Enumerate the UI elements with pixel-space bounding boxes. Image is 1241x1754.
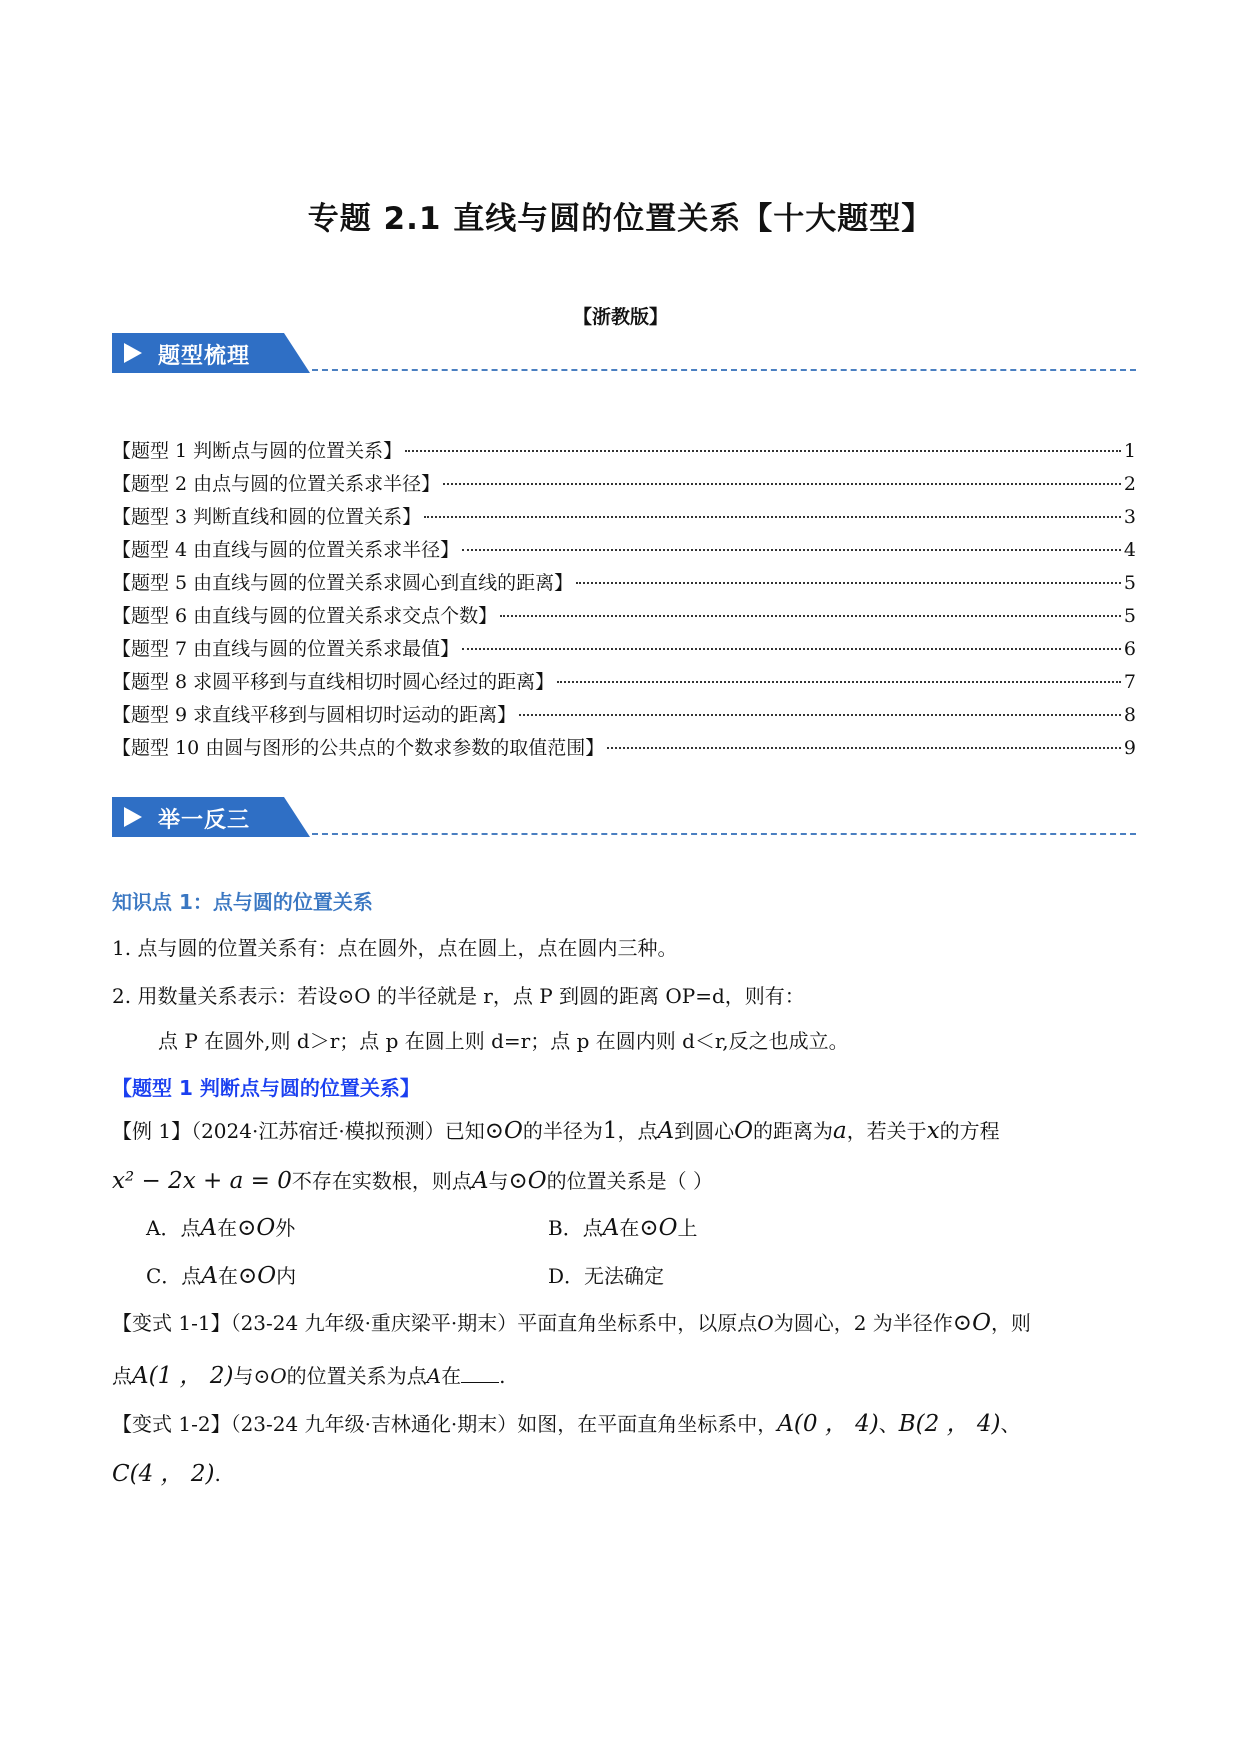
option-a bbox=[146, 1212, 295, 1241]
edition-label: 【浙教版】 bbox=[572, 306, 668, 328]
banner-label: 题型梳理 bbox=[158, 344, 251, 369]
toc-row[interactable] bbox=[112, 634, 1136, 667]
toc-page-number: 4 bbox=[1123, 539, 1136, 561]
toc-page-number: 6 bbox=[1123, 638, 1136, 660]
math-A: A bbox=[200, 1215, 218, 1241]
text: 的位置关系为点 bbox=[286, 1364, 427, 1388]
toc-label[interactable]: 【题型 3 判断直线和圆的位置关系】 bbox=[112, 506, 422, 528]
example-1-line-1 bbox=[112, 1115, 1000, 1144]
text: 的方程 bbox=[939, 1119, 1000, 1143]
math-point-a: A(1 ， 2) bbox=[132, 1363, 234, 1389]
toc-leader-dots bbox=[462, 648, 1121, 650]
toc-row[interactable] bbox=[112, 535, 1136, 568]
knowledge-line-3: 点 P 在圆外,则 d＞r；点 p 在圆上则 d=r；点 p 在圆内则 d＜r,反之也成立。 bbox=[158, 1029, 849, 1053]
toc-label[interactable]: 【题型 2 由点与圆的位置关系求半径】 bbox=[112, 473, 441, 495]
math-circle-o: ⊙O bbox=[508, 1168, 547, 1194]
toc-leader-dots bbox=[576, 582, 1121, 584]
math-O: O bbox=[757, 1311, 774, 1335]
type-1-heading: 【题型 1 判断点与圆的位置关系】 bbox=[112, 1076, 420, 1100]
toc-page-number: 5 bbox=[1123, 605, 1136, 627]
text: 在 bbox=[441, 1364, 462, 1388]
math-point-c: C(4 ， 2) bbox=[112, 1461, 215, 1487]
text: 【变式 1-2】（23-24 九年级·吉林通化·期末）如图，在平面直角坐标系中， bbox=[112, 1412, 778, 1436]
variant-1-1-line-1 bbox=[112, 1307, 1031, 1336]
table-of-contents bbox=[112, 436, 1136, 766]
text: 的半径为 bbox=[522, 1119, 603, 1143]
variant-1-1-line-2 bbox=[112, 1357, 505, 1390]
section-banner-types bbox=[112, 333, 310, 373]
toc-label[interactable]: 【题型 1 判断点与圆的位置关系】 bbox=[112, 440, 403, 462]
text: 【例 1】（2024·江苏宿迁·模拟预测）已知 bbox=[112, 1119, 485, 1143]
toc-label[interactable]: 【题型 5 由直线与圆的位置关系求圆心到直线的距离】 bbox=[112, 572, 574, 594]
toc-page-number: 5 bbox=[1123, 572, 1136, 594]
divider bbox=[312, 369, 1136, 371]
toc-page-number: 7 bbox=[1123, 671, 1136, 693]
text: ，则 bbox=[990, 1311, 1031, 1335]
toc-row[interactable] bbox=[112, 568, 1136, 601]
divider bbox=[312, 833, 1136, 835]
page-title: 专题 2.1 直线与圆的位置关系【十大题型】 bbox=[307, 201, 934, 237]
text: 内 bbox=[276, 1264, 297, 1288]
toc-label[interactable]: 【题型 9 求直线平移到与圆相切时运动的距离】 bbox=[112, 704, 517, 726]
text: 在 bbox=[217, 1264, 238, 1288]
text: 在 bbox=[619, 1216, 640, 1240]
math-one: 1 bbox=[602, 1118, 618, 1144]
text: 的距离为 bbox=[752, 1119, 833, 1143]
toc-leader-dots bbox=[557, 681, 1121, 683]
toc-row[interactable] bbox=[112, 667, 1136, 700]
toc-leader-dots bbox=[500, 615, 1121, 617]
text: 外 bbox=[275, 1216, 296, 1240]
toc-leader-dots bbox=[443, 483, 1121, 485]
math-O: O bbox=[734, 1118, 753, 1144]
toc-leader-dots bbox=[519, 714, 1121, 716]
option-b bbox=[548, 1212, 697, 1241]
banner-label: 举一反三 bbox=[158, 808, 251, 833]
math-A: A bbox=[471, 1168, 489, 1194]
knowledge-line-2: 2. 用数量关系表示：若设⊙O 的半径就是 r，点 P 到圆的距离 OP=d，则有： bbox=[112, 984, 805, 1008]
variant-1-2-line-1 bbox=[112, 1405, 1021, 1438]
math-circle-o: ⊙O bbox=[237, 1215, 276, 1241]
math-point-a: A(0 ， 4) bbox=[777, 1411, 879, 1437]
text: B．点 bbox=[548, 1216, 603, 1240]
text: 与 bbox=[488, 1169, 509, 1193]
knowledge-heading: 知识点 1：点与圆的位置关系 bbox=[112, 890, 373, 914]
toc-row[interactable] bbox=[112, 469, 1136, 502]
text: 点 bbox=[112, 1364, 132, 1388]
toc-row[interactable] bbox=[112, 700, 1136, 733]
math-x: x bbox=[926, 1118, 940, 1144]
toc-page-number: 9 bbox=[1123, 737, 1136, 759]
text: A．点 bbox=[146, 1216, 201, 1240]
math-A: A bbox=[201, 1263, 218, 1289]
math-circle-o: ⊙O bbox=[639, 1215, 678, 1241]
toc-page-number: 3 bbox=[1123, 506, 1136, 528]
toc-page-number: 8 bbox=[1123, 704, 1136, 726]
toc-label[interactable]: 【题型 8 求圆平移到与直线相切时圆心经过的距离】 bbox=[112, 671, 555, 693]
text: 、 bbox=[1000, 1412, 1021, 1436]
text: ，点 bbox=[617, 1119, 658, 1143]
toc-row[interactable] bbox=[112, 502, 1136, 535]
toc-leader-dots bbox=[424, 516, 1121, 518]
toc-leader-dots bbox=[607, 747, 1121, 749]
text: 【变式 1-1】（23-24 九年级·重庆梁平·期末）平面直角坐标系中，以原点 bbox=[112, 1311, 758, 1335]
math-O: O bbox=[270, 1364, 287, 1388]
toc-label[interactable]: 【题型 10 由圆与图形的公共点的个数求参数的取值范围】 bbox=[112, 737, 605, 759]
toc-page-number: 1 bbox=[1123, 440, 1136, 462]
math-A: A bbox=[657, 1118, 675, 1144]
text: 在 bbox=[217, 1216, 238, 1240]
toc-label[interactable]: 【题型 7 由直线与圆的位置关系求最值】 bbox=[112, 638, 460, 660]
text: 上 bbox=[677, 1216, 698, 1240]
toc-label[interactable]: 【题型 4 由直线与圆的位置关系求半径】 bbox=[112, 539, 460, 561]
option-c bbox=[146, 1260, 296, 1289]
answer-blank bbox=[461, 1364, 499, 1383]
math-point-b: B(2 ， 4) bbox=[898, 1411, 1001, 1437]
math-equation: x² − 2x + a = 0 bbox=[112, 1168, 292, 1194]
variant-1-2-line-2 bbox=[112, 1455, 221, 1488]
toc-row[interactable] bbox=[112, 601, 1136, 634]
math-circle-o: ⊙O bbox=[237, 1263, 277, 1289]
text: 、 bbox=[878, 1412, 899, 1436]
text: 与⊙ bbox=[233, 1364, 271, 1388]
toc-page-number: 2 bbox=[1123, 473, 1136, 495]
text: ，若关于 bbox=[846, 1119, 927, 1143]
toc-leader-dots bbox=[462, 549, 1121, 551]
text: 到圆心 bbox=[674, 1119, 735, 1143]
toc-label[interactable]: 【题型 6 由直线与圆的位置关系求交点个数】 bbox=[112, 605, 498, 627]
math-circle-o: ⊙O bbox=[952, 1310, 991, 1336]
text: 不存在实数根，则点 bbox=[291, 1169, 472, 1193]
text: 为圆心，2 为半径作 bbox=[773, 1311, 953, 1335]
math-A: A bbox=[426, 1364, 442, 1388]
text: 的位置关系是（ ） bbox=[546, 1169, 713, 1193]
math-A: A bbox=[602, 1215, 620, 1241]
text: . bbox=[499, 1364, 506, 1388]
text: C．点 bbox=[146, 1264, 202, 1288]
toc-row[interactable] bbox=[112, 436, 1136, 469]
math-a: a bbox=[832, 1118, 847, 1144]
toc-row[interactable] bbox=[112, 733, 1136, 766]
option-d: D．无法确定 bbox=[548, 1264, 665, 1288]
example-1-line-2 bbox=[112, 1165, 713, 1194]
text: . bbox=[214, 1462, 221, 1486]
math-circle-o: ⊙O bbox=[484, 1118, 523, 1144]
knowledge-line-1: 1. 点与圆的位置关系有：点在圆外，点在圆上，点在圆内三种。 bbox=[112, 936, 678, 960]
toc-leader-dots bbox=[405, 450, 1121, 452]
section-banner-practice bbox=[112, 797, 310, 837]
